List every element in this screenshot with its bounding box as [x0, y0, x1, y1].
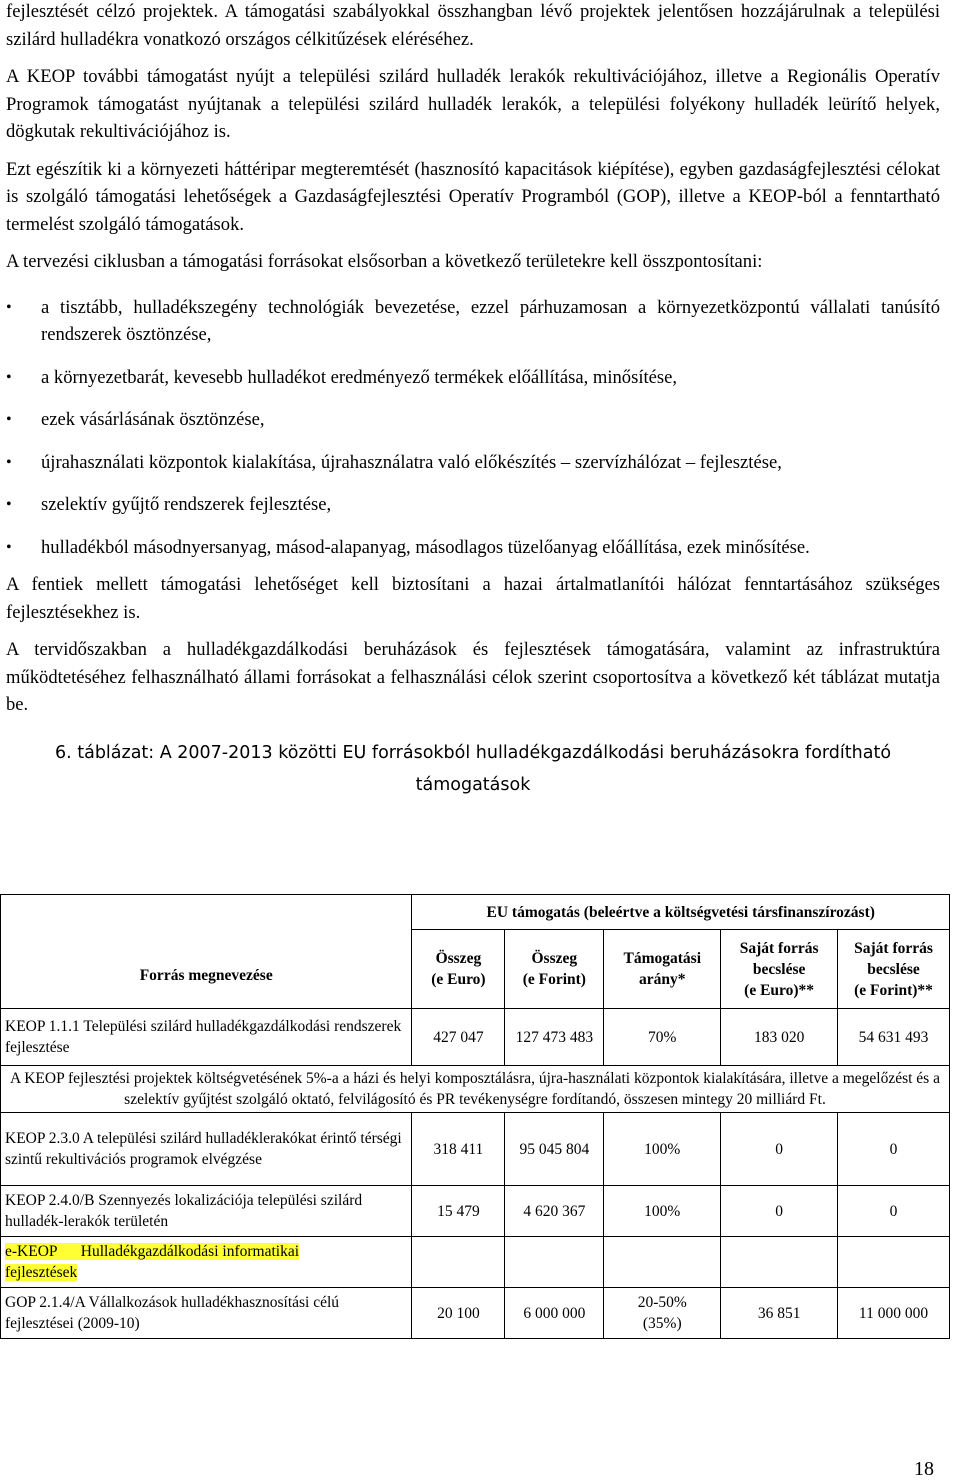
list-item — [6, 406, 940, 434]
ratio-cell: 70% — [604, 1009, 721, 1066]
table-row — [1, 1009, 950, 1066]
own-eur-cell: 36 851 — [721, 1288, 838, 1339]
group-header: EU támogatás (beleértve a költségvetési társfinanszírozást) — [412, 895, 950, 930]
col-header-own-eur: Saját forrás becslése (e Euro)** — [721, 930, 838, 1009]
source-cell: KEOP 2.4.0/B Szennyezés lokalizációja települési szilárd hulladék-lerakók területén — [1, 1186, 412, 1237]
eur-cell: 15 479 — [412, 1186, 505, 1237]
paragraph: A KEOP további támogatást nyújt a települési szilárd hulladék lerakók rekultivációjához, illetve a Regionális Operatív Programok támogatást nyújtanak a települési szilárd hulladék lerakók, a települési folyékony hulladék leürítő helyek, dögkutak rekultivációjához is. — [6, 66, 940, 142]
col-header-huf: Összeg (e Forint) — [505, 930, 604, 1009]
col-header-eur: Összeg (e Euro) — [412, 930, 505, 1009]
own-eur-cell: 183 020 — [721, 1009, 838, 1066]
table-note: A KEOP fejlesztési projektek költségvetésének 5%-a a házi és helyi komposztálásra, újra-használati központok kialakítására, illetve a megelőzést és a szelektív gyűjtést szolgáló oktató, felvilágosító és PR tevékenységre fordítandó, összesen mintegy 20 milliárd Ft. — [1, 1066, 950, 1113]
list-item-text: hulladékból másodnyersanyag, másod-alapanyag, másodlagos tüzelőanyag előállítása, ezek minősítése. — [41, 536, 810, 558]
list-item-text: ezek vásárlásának ösztönzése, — [41, 409, 265, 430]
bullet-icon: • — [6, 538, 12, 556]
source-cell: KEOP 2.3.0 A települési szilárd hulladéklerakókat érintő térségi szintű rekultivációs programok elvégzése — [1, 1113, 412, 1186]
list-item — [6, 294, 940, 349]
own-eur-cell: 0 — [721, 1186, 838, 1237]
table-caption-line: támogatások — [415, 774, 531, 795]
ratio-cell: 20-50% (35%) — [604, 1288, 721, 1339]
eur-cell: 427 047 — [412, 1009, 505, 1066]
huf-cell: 4 620 367 — [505, 1186, 604, 1237]
eur-cell — [412, 1237, 505, 1288]
huf-cell: 127 473 483 — [505, 1009, 604, 1066]
bullet-icon: • — [6, 298, 12, 316]
source-cell: GOP 2.1.4/A Vállalkozások hulladékhasznosítási célú fejlesztései (2009-10) — [1, 1288, 412, 1339]
page-number: 18 — [914, 1458, 934, 1480]
table-caption — [6, 737, 940, 801]
list-item-text: a tisztább, hulladékszegény technológiák bevezetése, ezzel párhuzamosan a környezetközpontú vállalati tanúsító rendszerek ösztönzése, — [41, 296, 940, 345]
paragraph: Ezt egészítik ki a környezeti háttéripar megteremtését (hasznosító kapacitások kiépítése), egyben gazdaságfejlesztési célokat is szolgáló támogatási lehetőségek a Gazdaságfejlesztési Operatív Programból (GOP), illetve a KEOP-ból a fenntartható termelést szolgáló támogatások. — [6, 158, 940, 235]
bullet-icon: • — [6, 411, 12, 428]
table-row — [1, 1113, 950, 1186]
table-header-row — [1, 895, 950, 930]
col-header-source: Forrás megnevezése — [1, 895, 412, 1009]
own-huf-cell: 0 — [838, 1186, 950, 1237]
bullet-icon: • — [6, 368, 12, 386]
highlighted-text: fejlesztések — [5, 1264, 78, 1281]
col-header-own-huf: Saját forrás becslése (e Forint)** — [838, 930, 950, 1009]
own-huf-cell: 0 — [838, 1113, 950, 1186]
table-row — [1, 1288, 950, 1339]
own-eur-cell — [721, 1237, 838, 1288]
col-header-ratio: Támogatási arány* — [604, 930, 721, 1009]
huf-cell — [505, 1237, 604, 1288]
eur-cell: 318 411 — [412, 1113, 505, 1186]
ratio-cell: 100% — [604, 1113, 721, 1186]
paragraph: A fentiek mellett támogatási lehetőséget kell biztosítani a hazai ártalmatlanítói hálózat fenntartásához szükséges fejlesztésekhez is. — [6, 574, 940, 623]
own-eur-cell: 0 — [721, 1113, 838, 1186]
list-item-text: újrahasználati központok kialakítása, újrahasználatra való előkészítés – szervízhálózat – fejlesztése, — [41, 451, 782, 473]
huf-cell: 95 045 804 — [505, 1113, 604, 1186]
highlighted-text: Hulladékgazdálkodási informatikai — [80, 1243, 299, 1260]
ratio-cell: 100% — [604, 1186, 721, 1237]
ratio-cell — [604, 1237, 721, 1288]
document-page — [6, 0, 940, 801]
own-huf-cell: 54 631 493 — [838, 1009, 950, 1066]
bullet-list — [6, 294, 940, 562]
huf-cell: 6 000 000 — [505, 1288, 604, 1339]
list-item-text: a környezetbarát, kevesebb hulladékot eredményező termékek előállítása, minősítése, — [41, 366, 678, 388]
highlighted-text: e-KEOP — [5, 1243, 58, 1260]
list-item — [6, 534, 940, 562]
paragraph: fejlesztését célzó projektek. A támogatási szabályokkal összhangban lévő projektek jelentősen hozzájárulnak a települési szilárd hulladékra vonatkozó országos célkitűzések eléréséhez. — [6, 1, 940, 50]
paragraph: A tervidőszakban a hulladékgazdálkodási beruházások és fejlesztések támogatására, valamint az infrastruktúra működtetéséhez felhasználható állami forrásokat a felhasználási célok szerint csoportosítva a következő két táblázat mutatja be. — [6, 639, 940, 715]
source-cell: KEOP 1.1.1 Települési szilárd hulladékgazdálkodási rendszerek fejlesztése — [1, 1009, 412, 1066]
source-cell — [1, 1237, 412, 1288]
list-item-text: szelektív gyűjtő rendszerek fejlesztése, — [41, 494, 332, 515]
table-note-row — [1, 1066, 950, 1113]
table-caption-line: 6. táblázat: A 2007-2013 közötti EU forrásokból hulladékgazdálkodási beruházásokra fordítható — [54, 742, 892, 763]
table-row — [1, 1237, 950, 1288]
eur-cell: 20 100 — [412, 1288, 505, 1339]
own-huf-cell: 11 000 000 — [838, 1288, 950, 1339]
bullet-icon: • — [6, 496, 12, 513]
paragraph: A tervezési ciklusban a támogatási forrásokat elsősorban a következő területekre kell összpontosítani: — [6, 251, 763, 272]
list-item — [6, 491, 940, 519]
bullet-icon: • — [6, 453, 12, 471]
table-row — [1, 1186, 950, 1237]
list-item — [6, 364, 940, 392]
list-item — [6, 449, 940, 477]
funding-table — [0, 894, 950, 1339]
own-huf-cell — [838, 1237, 950, 1288]
